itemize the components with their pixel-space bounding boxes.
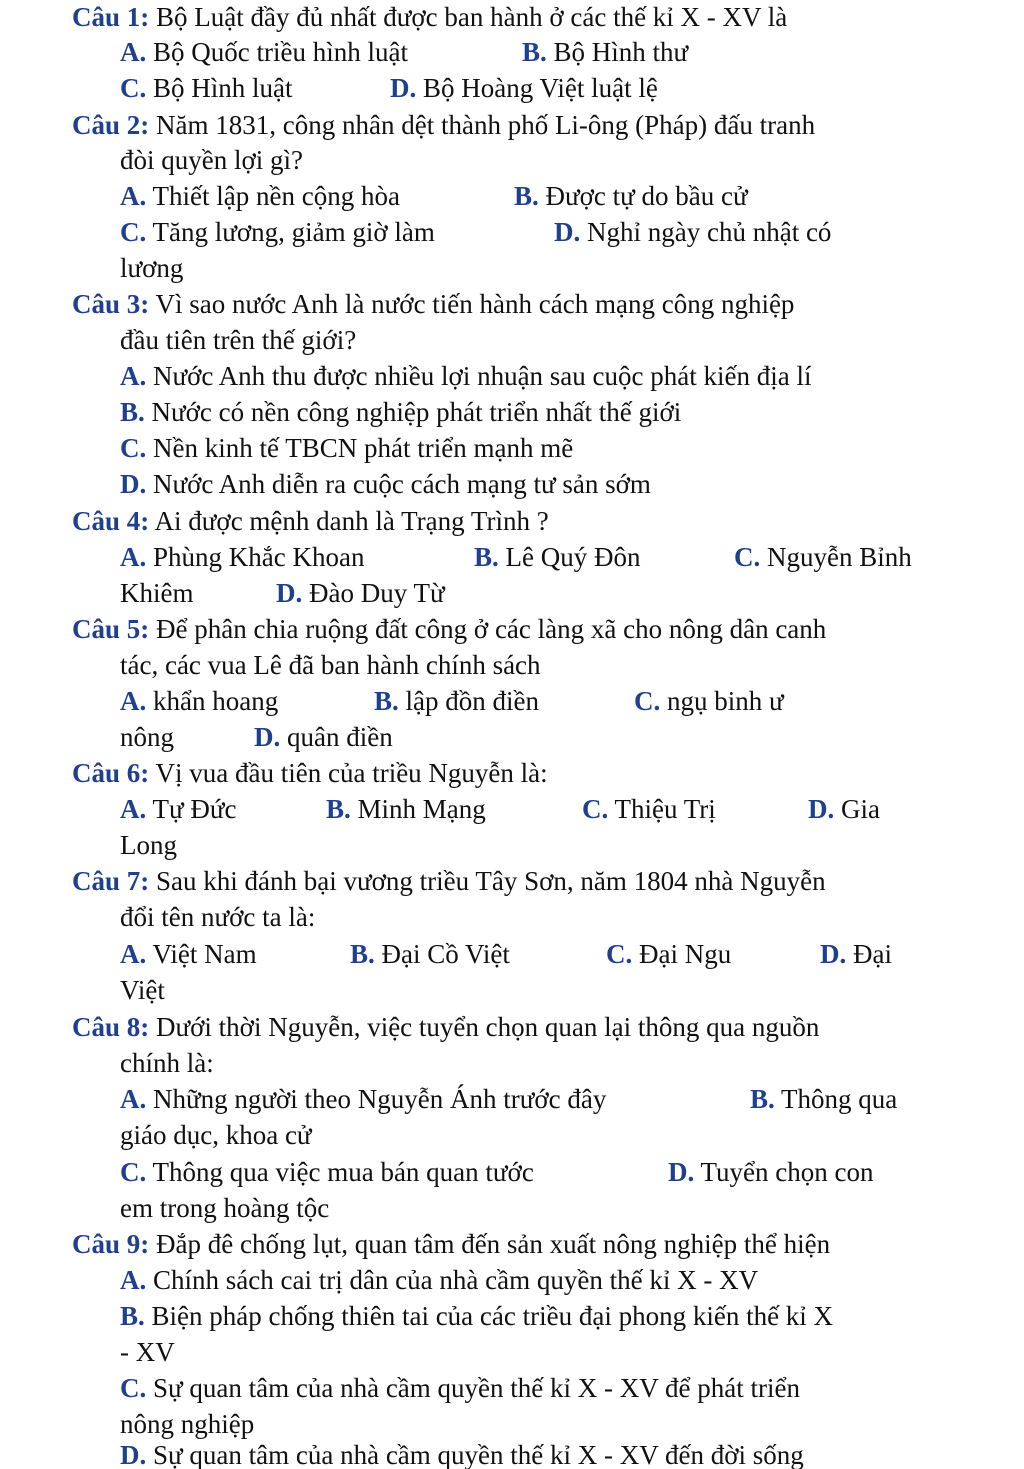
option-c[interactable]: [120, 1155, 534, 1189]
option-text: Phùng Khắc Khoan: [153, 542, 365, 572]
option-b[interactable]: [514, 179, 748, 213]
option-text: khẩn hoang: [153, 686, 279, 716]
option-label: B.: [750, 1084, 775, 1114]
option-a[interactable]: [120, 179, 400, 213]
question-5-text-cont: tác, các vua Lê đã ban hành chính sách: [120, 650, 541, 680]
option-text: Thiệu Trị: [614, 794, 716, 824]
option-c-cont: Khiêm: [120, 578, 194, 608]
option-label: C.: [120, 73, 147, 103]
question-label: Câu 8:: [72, 1012, 150, 1042]
option-label: B.: [120, 397, 145, 427]
question-text: Đắp đê chống lụt, quan tâm đến sản xuất nông nghiệp thể hiện: [156, 1229, 831, 1259]
option-text: Bộ Quốc triều hình luật: [153, 37, 408, 67]
option-text: Tăng lương, giảm giờ làm: [152, 217, 435, 247]
option-b[interactable]: [474, 540, 641, 574]
option-d[interactable]: [668, 1155, 874, 1189]
option-b-cont: - XV: [120, 1337, 175, 1367]
option-label: C.: [606, 939, 633, 969]
option-text: Được tự do bầu cử: [545, 181, 748, 211]
option-label: C.: [120, 217, 147, 247]
option-label: D.: [120, 469, 147, 499]
option-text: Nền kinh tế TBCN phát triển mạnh mẽ: [153, 433, 574, 463]
question-5: [72, 612, 826, 646]
option-text: Chính sách cai trị dân của nhà cầm quyền thế kỉ X - XV: [153, 1265, 759, 1295]
option-label: A.: [120, 686, 147, 716]
question-3-text-cont: đầu tiên trên thế giới?: [120, 325, 357, 355]
option-a[interactable]: [120, 792, 237, 826]
option-label: B.: [474, 542, 499, 572]
option-text: Gia: [841, 794, 880, 824]
option-c[interactable]: [734, 540, 912, 574]
option-label: C.: [582, 794, 609, 824]
option-d-cont: Việt: [120, 975, 165, 1005]
question-2-text-cont: đòi quyền lợi gì?: [120, 145, 304, 175]
option-label: A.: [120, 1084, 147, 1114]
option-label: C.: [734, 542, 761, 572]
option-c-cont: nông nghiệp: [120, 1409, 255, 1439]
option-text: Đào Duy Từ: [309, 578, 445, 608]
option-label: B.: [374, 686, 399, 716]
option-b[interactable]: [350, 937, 510, 971]
option-text: Những người theo Nguyễn Ánh trước đây: [153, 1084, 607, 1114]
option-d[interactable]: [554, 215, 831, 249]
option-text: Tuyển chọn con: [700, 1157, 874, 1187]
option-label: B.: [350, 939, 375, 969]
option-label: B.: [326, 794, 351, 824]
option-a[interactable]: [120, 359, 811, 393]
option-label: B.: [120, 1301, 145, 1331]
question-text: Để phân chia ruộng đất công ở các làng xã cho nông dân canh: [156, 614, 827, 644]
option-label: C.: [120, 1157, 147, 1187]
question-9: [72, 1227, 830, 1261]
option-d-cont: lương: [120, 253, 184, 283]
question-text: Vì sao nước Anh là nước tiến hành cách mạng công nghiệp: [155, 289, 795, 319]
option-d[interactable]: [820, 937, 892, 971]
option-d[interactable]: [276, 576, 445, 610]
option-text: Thiết lập nền cộng hòa: [152, 181, 400, 211]
question-text: Năm 1831, công nhân dệt thành phố Li-ông (Pháp) đấu tranh: [156, 110, 816, 140]
option-text: Biện pháp chống thiên tai của các triều đại phong kiến thế kỉ X: [151, 1301, 834, 1331]
question-label: Câu 1:: [72, 2, 150, 32]
question-label: Câu 4:: [72, 506, 150, 536]
question-2: [72, 108, 815, 142]
question-label: Câu 3:: [72, 289, 150, 319]
option-b-cont: giáo dục, khoa cử: [120, 1120, 312, 1150]
option-b[interactable]: [750, 1082, 897, 1116]
option-d[interactable]: [254, 720, 393, 754]
option-c[interactable]: [606, 937, 731, 971]
option-b[interactable]: [374, 684, 539, 718]
option-c[interactable]: [120, 71, 293, 105]
option-label: B.: [522, 37, 547, 67]
option-text: lập đồn điền: [405, 686, 539, 716]
option-text: Sự quan tâm của nhà cầm quyền thế kỉ X - XV đến đời sống: [153, 1440, 804, 1469]
option-b[interactable]: [120, 1299, 833, 1333]
question-label: Câu 7:: [72, 866, 150, 896]
option-a[interactable]: [120, 1263, 758, 1297]
option-label: D.: [820, 939, 847, 969]
question-label: Câu 5:: [72, 614, 150, 644]
option-text: Thông qua việc mua bán quan tước: [152, 1157, 534, 1187]
option-label: D.: [808, 794, 835, 824]
option-text: Sự quan tâm của nhà cầm quyền thế kỉ X - XV để phát triển: [153, 1373, 800, 1403]
question-label: Câu 6:: [72, 758, 150, 788]
option-label: D.: [668, 1157, 695, 1187]
option-text: Nước Anh thu được nhiều lợi nhuận sau cuộc phát kiến địa lí: [153, 361, 812, 391]
option-d[interactable]: [120, 467, 651, 501]
option-text: Đại: [853, 939, 892, 969]
question-text: Sau khi đánh bại vương triều Tây Sơn, năm 1804 nhà Nguyễn: [156, 866, 826, 896]
question-text: Bộ Luật đầy đủ nhất được ban hành ở các thế kỉ X - XV là: [156, 2, 788, 32]
option-text: Bộ Hoàng Việt luật lệ: [423, 73, 658, 103]
option-label: A.: [120, 794, 147, 824]
question-3: [72, 287, 794, 321]
option-text: Việt Nam: [152, 939, 257, 969]
option-a[interactable]: [120, 1082, 606, 1116]
option-label: A.: [120, 1265, 147, 1295]
option-c[interactable]: [634, 684, 784, 718]
option-text: Nguyễn Bỉnh: [767, 542, 912, 572]
option-a[interactable]: [120, 937, 257, 971]
option-label: A.: [120, 939, 147, 969]
option-text: Nước Anh diễn ra cuộc cách mạng tư sản sớm: [153, 469, 651, 499]
option-text: Nghỉ ngày chủ nhật có: [587, 217, 832, 247]
option-b[interactable]: [326, 792, 486, 826]
question-7: [72, 864, 826, 898]
option-text: Nước có nền công nghiệp phát triển nhất thế giới: [151, 397, 682, 427]
question-8: [72, 1010, 819, 1044]
option-c[interactable]: [582, 792, 716, 826]
option-label: D.: [254, 722, 281, 752]
option-c[interactable]: [120, 1371, 800, 1405]
question-label: Câu 2:: [72, 110, 150, 140]
option-text: Bộ Hình thư: [553, 37, 689, 67]
option-b[interactable]: [522, 35, 688, 69]
option-a[interactable]: [120, 540, 364, 574]
option-label: D.: [120, 1440, 147, 1469]
question-text: Ai được mệnh danh là Trạng Trình ?: [154, 506, 549, 536]
option-text: quân điền: [287, 722, 393, 752]
option-text: Lê Quý Đôn: [505, 542, 641, 572]
question-text: Vị vua đầu tiên của triều Nguyễn là:: [155, 758, 548, 788]
option-c[interactable]: [120, 431, 573, 465]
question-8-text-cont: chính là:: [120, 1048, 214, 1078]
option-b[interactable]: [120, 395, 681, 429]
option-label: D.: [554, 217, 581, 247]
question-label: Câu 9:: [72, 1229, 150, 1259]
question-1: [72, 0, 787, 34]
option-a[interactable]: [120, 684, 278, 718]
option-d[interactable]: [390, 71, 658, 105]
option-text: Đại Ngu: [639, 939, 732, 969]
option-c[interactable]: [120, 215, 435, 249]
option-label: D.: [276, 578, 303, 608]
option-d-cont: Long: [120, 830, 177, 860]
option-label: C.: [120, 433, 147, 463]
question-text: Dưới thời Nguyễn, việc tuyển chọn quan lại thông qua nguồn: [156, 1012, 820, 1042]
option-text: ngụ binh ư: [667, 686, 784, 716]
option-d[interactable]: [808, 792, 880, 826]
option-label: C.: [634, 686, 661, 716]
option-text: Thông qua: [781, 1084, 898, 1114]
option-text: Bộ Hình luật: [153, 73, 293, 103]
option-d-cont: em trong hoàng tộc: [120, 1193, 330, 1223]
option-c-cont: nông: [120, 722, 174, 752]
option-label: A.: [120, 361, 147, 391]
option-a[interactable]: [120, 35, 408, 69]
option-label: C.: [120, 1373, 147, 1403]
option-label: A.: [120, 37, 147, 67]
option-label: D.: [390, 73, 417, 103]
option-text: Đại Cồ Việt: [381, 939, 510, 969]
question-6: [72, 756, 548, 790]
option-text: Minh Mạng: [357, 794, 486, 824]
option-label: A.: [120, 542, 147, 572]
option-label: B.: [514, 181, 539, 211]
option-text: Tự Đức: [152, 794, 237, 824]
option-d[interactable]: [120, 1438, 804, 1469]
question-7-text-cont: đổi tên nước ta là:: [120, 902, 316, 932]
question-4: [72, 504, 549, 538]
option-label: A.: [120, 181, 147, 211]
